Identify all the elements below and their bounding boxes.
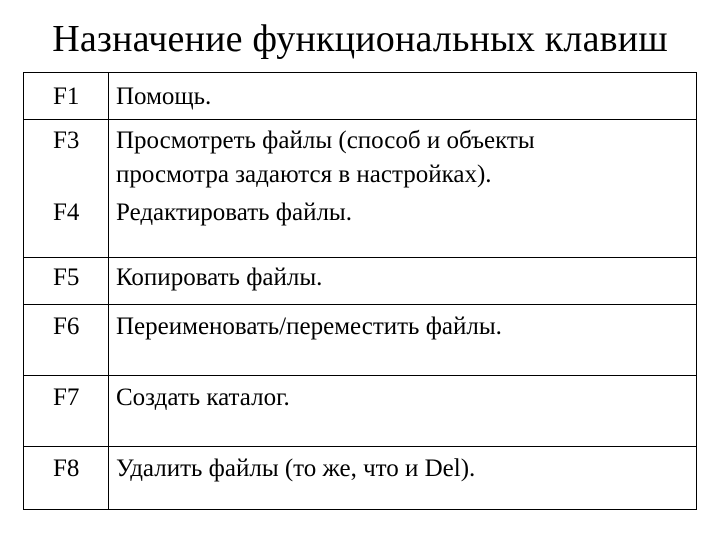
desc-f5: Копировать файлы. <box>116 264 323 291</box>
row-divider <box>24 375 696 376</box>
key-f6: F6 <box>53 313 80 340</box>
row-divider <box>24 446 696 447</box>
page-title: Назначение функциональных клавиш <box>52 18 668 60</box>
key-f4: F4 <box>53 199 80 226</box>
key-f1: F1 <box>53 83 80 110</box>
desc-f3-line1: Просмотреть файлы (способ и объекты <box>116 127 535 154</box>
function-keys-table <box>23 72 697 510</box>
key-f7: F7 <box>53 384 80 411</box>
desc-f6: Переименовать/переместить файлы. <box>116 313 502 340</box>
desc-f3-line2: просмотра задаются в настройках). <box>116 161 492 188</box>
column-divider <box>108 73 109 509</box>
row-divider <box>24 304 696 305</box>
desc-f4: Редактировать файлы. <box>116 199 352 226</box>
key-f8: F8 <box>53 455 80 482</box>
row-divider <box>24 119 696 120</box>
desc-f8: Удалить файлы (то же, что и Del). <box>116 455 476 482</box>
desc-f7: Создать каталог. <box>116 384 290 411</box>
key-f5: F5 <box>53 264 80 291</box>
row-divider <box>24 257 696 258</box>
desc-f1: Помощь. <box>116 83 212 110</box>
key-f3: F3 <box>53 127 80 154</box>
